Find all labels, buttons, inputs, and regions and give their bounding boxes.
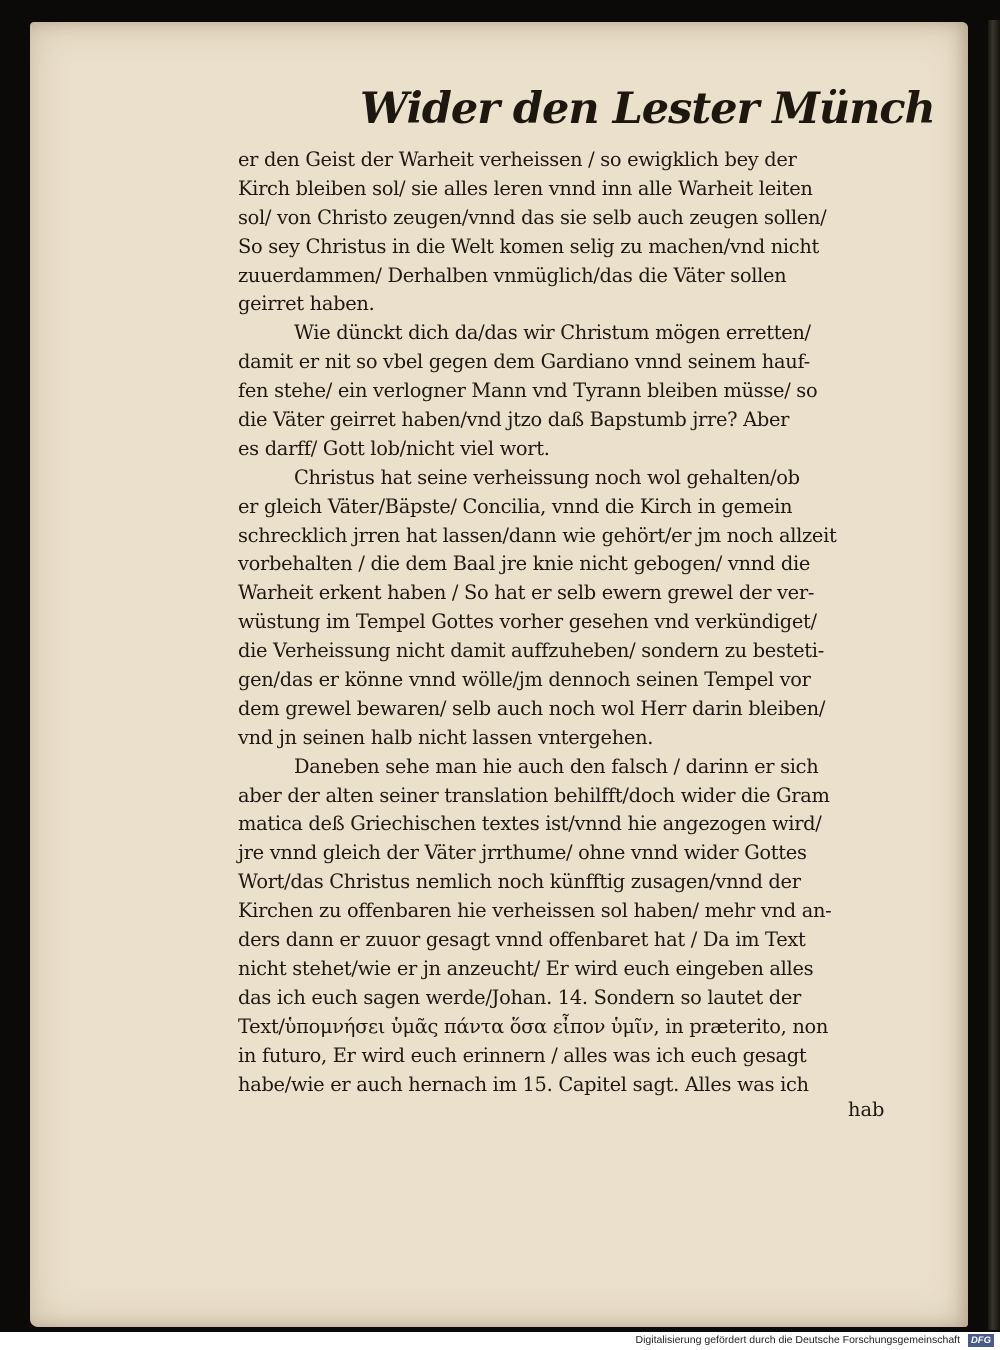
text-line: jre vnnd gleich der Väter jrrthume/ ohne vnnd wider Gottes bbox=[238, 841, 807, 865]
text-line: schrecklich jrren hat lassen/dann wie gehört/er jm noch allzeit bbox=[238, 523, 837, 547]
text-line: aber der alten seiner translation behilfft/doch wider die Gram bbox=[238, 783, 830, 807]
text-line: vorbehalten / die dem Baal jre knie nicht gebogen/ vnnd die bbox=[238, 552, 811, 576]
text-line: vnd jn seinen halb nicht lassen vntergehen. bbox=[238, 725, 654, 749]
text-line: er den Geist der Warheit verheissen / so ewigklich bey der bbox=[238, 148, 797, 171]
text-line: Wort/das Christus nemlich noch künfftig zusagen/vnnd der bbox=[238, 870, 801, 894]
funding-credit: Digitalisierung gefördert durch die Deutsche Forschungsgemeinschaft bbox=[635, 1334, 960, 1346]
text-line: Text/ὑπομνήσει ὑμᾶς πάντα ὅσα εἶπον ὑμῖν, in præterito, non bbox=[238, 1014, 829, 1038]
text-line: er gleich Väter/Bäpste/ Concilia, vnnd die Kirch in gemein bbox=[238, 494, 793, 518]
text-line: in futuro, Er wird euch erinnern / alles was ich euch gesagt bbox=[238, 1043, 807, 1067]
text-line: So sey Christus in die Welt komen selig zu machen/vnd nicht bbox=[238, 234, 820, 258]
text-line: matica deß Griechischen textes ist/vnnd hie angezogen wird/ bbox=[238, 812, 822, 836]
text-line: sol/ von Christo zeugen/vnnd das sie selb auch zeugen sollen/ bbox=[238, 205, 827, 229]
text-line: Warheit erkent haben / So hat er selb ewern grewel der ver- bbox=[238, 581, 815, 605]
text-line: zuuerdammen/ Derhalben vnmüglich/das die Väter sollen bbox=[238, 263, 787, 287]
dfg-logo: DFG bbox=[968, 1334, 994, 1347]
text-line: habe/wie er auch hernach im 15. Capitel sagt. Alles was ich bbox=[238, 1072, 809, 1096]
text-line: gen/das er könne vnnd wölle/jm dennoch seinen Tempel vor bbox=[238, 668, 811, 692]
text-line: Daneben sehe man hie auch den falsch / darinn er sich bbox=[294, 754, 819, 778]
text-line: das ich euch sagen werde/Johan. 14. Sondern so lautet der bbox=[238, 985, 801, 1009]
text-line: Christus hat seine verheissung noch wol gehalten/ob bbox=[294, 465, 800, 489]
text-line: Kirch bleiben sol/ sie alles leren vnnd inn alle Warheit leiten bbox=[238, 176, 813, 200]
text-line: ders dann er zuuor gesagt vnnd offenbaret hat / Da im Text bbox=[238, 928, 806, 952]
text-line: die Verheissung nicht damit auffzuheben/ sondern zu besteti- bbox=[238, 639, 824, 663]
text-line: geirret haben. bbox=[238, 292, 375, 316]
running-head: Wider den Lester Münch bbox=[360, 84, 935, 134]
catchword: hab bbox=[848, 1098, 885, 1121]
text-line: es darff/ Gott lob/nicht viel wort. bbox=[238, 436, 550, 460]
text-line: dem grewel bewaren/ selb auch noch wol Herr darin bleiben/ bbox=[238, 696, 826, 720]
text-line: Wie dünckt dich da/das wir Christum mögen erretten/ bbox=[294, 321, 811, 345]
text-line: Kirchen zu offenbaren hie verheissen sol haben/ mehr vnd an- bbox=[238, 899, 832, 923]
book-edge bbox=[988, 20, 1000, 1330]
text-line: die Väter geirret haben/vnd jtzo daß Bapstumb jrre? Aber bbox=[238, 408, 790, 432]
text-line: wüstung im Tempel Gottes vorher gesehen vnd verkündiget/ bbox=[238, 610, 817, 634]
text-line: nicht stehet/wie er jn anzeucht/ Er wird euch eingeben alles bbox=[238, 956, 814, 980]
text-line: fen stehe/ ein verlogner Mann vnd Tyrann bleiben müsse/ so bbox=[238, 379, 818, 403]
body-text bbox=[238, 146, 898, 1099]
text-line: damit er nit so vbel gegen dem Gardiano vnnd seinem hauf- bbox=[238, 350, 810, 374]
